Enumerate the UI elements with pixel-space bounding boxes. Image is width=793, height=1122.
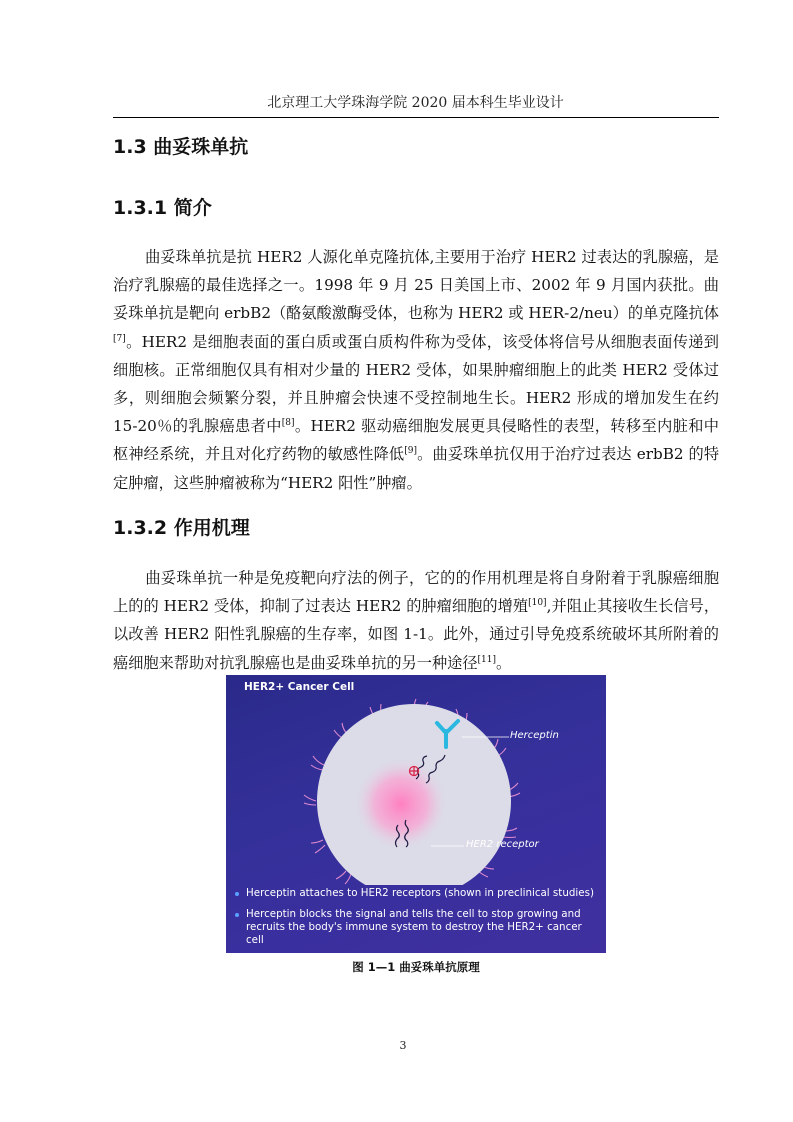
header-rule xyxy=(113,117,719,118)
citation-8[interactable]: [8] xyxy=(281,418,295,429)
subsection-heading-intro: 1.3.1 简介 xyxy=(113,197,212,219)
bullet-dot-icon xyxy=(235,913,239,917)
her2-receptor-label: HER2 receptor xyxy=(466,839,539,850)
citation-11[interactable]: [11] xyxy=(477,654,496,665)
figure-caption: 图 1—1 曲妥珠单抗原理 xyxy=(352,960,480,974)
page-header: 北京理工大学珠海学院 2020 届本科生毕业设计 xyxy=(267,95,564,111)
figure-bullet-2: Herceptin blocks the signal and tells the cell to stop growing and recruits the body's immune system to destroy the HER2+ cancer cell xyxy=(234,908,598,947)
figure-title: HER2+ Cancer Cell xyxy=(244,681,355,693)
page-number: 3 xyxy=(399,1039,407,1052)
citation-10[interactable]: [10] xyxy=(528,598,547,609)
bullet-dot-icon xyxy=(235,892,239,896)
citation-7[interactable]: [7] xyxy=(113,333,126,344)
blocked-signal-icon xyxy=(410,767,419,776)
subsection-heading-mechanism: 1.3.2 作用机理 xyxy=(113,517,250,539)
section-heading: 1.3 曲妥珠单抗 xyxy=(113,136,249,158)
mechanism-paragraph: 曲妥珠单抗一种是免疫靶向疗法的例子，它的的作用机理是将自身附着于乳腺癌细胞上的的 HER2 受体，抑制了过表达 HER2 的肿瘤细胞的增殖[10],并阻止其接收生长信号，以改善 HER2 阳性乳腺癌的生存率，如图 1-1。此外，通过引导免疫系统破坏其所附着的癌细胞来帮助对抗乳腺癌也是曲妥珠单抗的另一种途径[11]。 xyxy=(113,569,720,672)
intro-paragraph: 曲妥珠单抗是抗 HER2 人源化单克隆抗体,主要用于治疗 HER2 过表达的乳腺癌，是治疗乳腺癌的最佳选择之一。1998 年 9 月 25 日美国上市、2002 年 9 月国内获批。曲妥珠单抗是靶向 erbB2（酪氨酸激酶受体，也称为 HER2 或 HER-2/neu）的单克隆抗体[7]。HER2 是细胞表面的蛋白质或蛋白质构件称为受体，该受体将信号从细胞表面传递到细胞核。正常细胞仅具有相对少量的 HER2 受体，如果肿瘤细胞上的此类 HER2 受体过多，则细胞会频繁分裂，并且肿瘤会快速不受控制地生长。HER2 形成的增加发生在约 15-20％的乳腺癌患者中[8]。HER2 驱动癌细胞发展更具侵略性的表型，转移至内脏和中枢神经系统，并且对化疗药物的敏感性降低[9]。曲妥珠单抗仅用于治疗过表达 erbB2 的特定肿瘤，这些肿瘤被称为“HER2 阳性”肿瘤。 xyxy=(113,248,720,492)
figure-bullet-1: Herceptin attaches to HER2 receptors (shown in preclinical studies) xyxy=(234,887,598,900)
her2-cell-figure xyxy=(226,675,606,953)
figure-bullet-list xyxy=(234,887,598,953)
cell-illustration xyxy=(226,675,606,885)
citation-9[interactable]: [9] xyxy=(404,446,418,457)
herceptin-label: Herceptin xyxy=(510,730,559,741)
